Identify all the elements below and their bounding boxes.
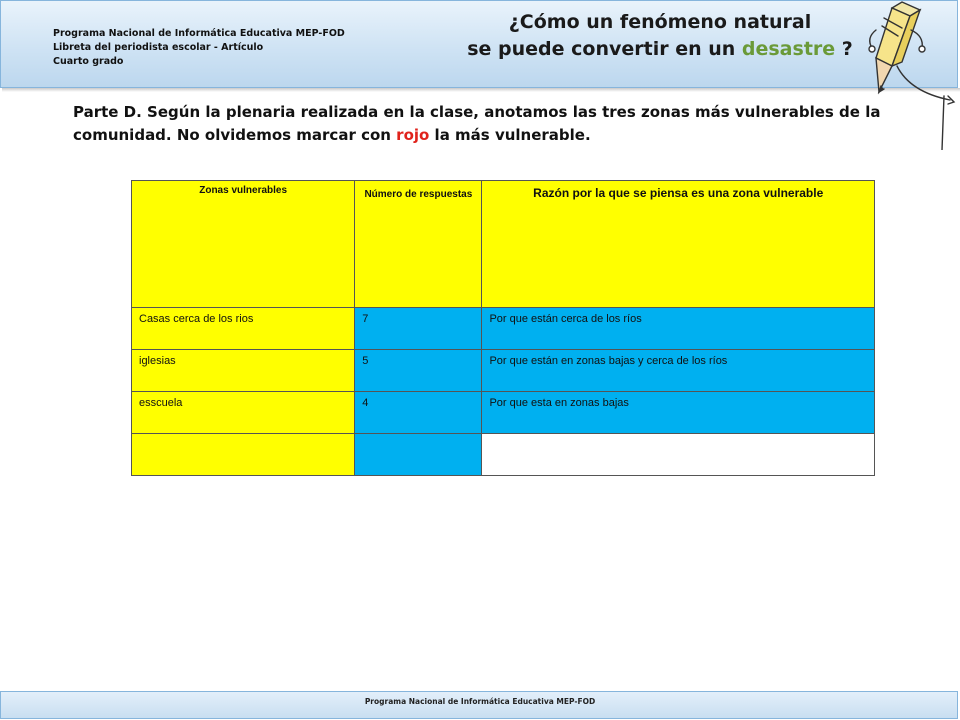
count-cell[interactable]: 5 bbox=[355, 350, 482, 392]
title-line-1: ¿Cómo un fenómeno natural bbox=[508, 11, 812, 33]
instructions-text-end: la más vulnerable. bbox=[429, 126, 591, 144]
table-row bbox=[132, 392, 875, 434]
instructions-text-start: Parte D. Según la plenaria realizada en la clase, anotamos las tres zonas más vulnerables de la comunidad. No olvidemos marcar con bbox=[73, 103, 881, 144]
count-cell[interactable]: 4 bbox=[355, 392, 482, 434]
table-header-row bbox=[132, 181, 875, 308]
count-cell[interactable] bbox=[355, 434, 482, 476]
page-title bbox=[420, 9, 900, 63]
reason-cell[interactable]: Por que están cerca de los ríos bbox=[482, 308, 875, 350]
org-line-1: Programa Nacional de Informática Educativa MEP-FOD bbox=[53, 28, 345, 39]
org-line-2: Libreta del periodista escolar - Artículo bbox=[53, 42, 264, 53]
zone-cell[interactable]: esscuela bbox=[132, 392, 355, 434]
org-line-3: Cuarto grado bbox=[53, 56, 124, 67]
zone-cell[interactable] bbox=[132, 434, 355, 476]
table-row-empty bbox=[132, 434, 875, 476]
header-zones: Zonas vulnerables bbox=[132, 181, 355, 308]
header-shadow bbox=[2, 88, 960, 92]
footer-banner bbox=[0, 691, 958, 719]
header-reason: Razón por la que se piensa es una zona vulnerable bbox=[482, 181, 875, 308]
zone-cell[interactable]: Casas cerca de los rios bbox=[132, 308, 355, 350]
count-cell[interactable]: 7 bbox=[355, 308, 482, 350]
title-line-2-start: se puede convertir en un bbox=[467, 38, 742, 60]
instructions-red-word: rojo bbox=[396, 126, 430, 144]
title-accent-word: desastre bbox=[741, 38, 836, 60]
reason-cell[interactable] bbox=[482, 434, 875, 476]
table-row bbox=[132, 308, 875, 350]
header-org-info bbox=[53, 27, 345, 69]
vulnerable-zones-table bbox=[131, 180, 875, 476]
footer-text: Programa Nacional de Informática Educativa MEP-FOD bbox=[364, 697, 596, 706]
zone-cell[interactable]: iglesias bbox=[132, 350, 355, 392]
title-line-2 bbox=[420, 36, 900, 63]
title-line-2-end: ? bbox=[835, 38, 853, 60]
activity-instructions bbox=[73, 101, 935, 147]
reason-cell[interactable]: Por que están en zonas bajas y cerca de los ríos bbox=[482, 350, 875, 392]
header-responses: Número de respuestas bbox=[355, 181, 482, 308]
reason-cell[interactable]: Por que esta en zonas bajas bbox=[482, 392, 875, 434]
table-row bbox=[132, 350, 875, 392]
